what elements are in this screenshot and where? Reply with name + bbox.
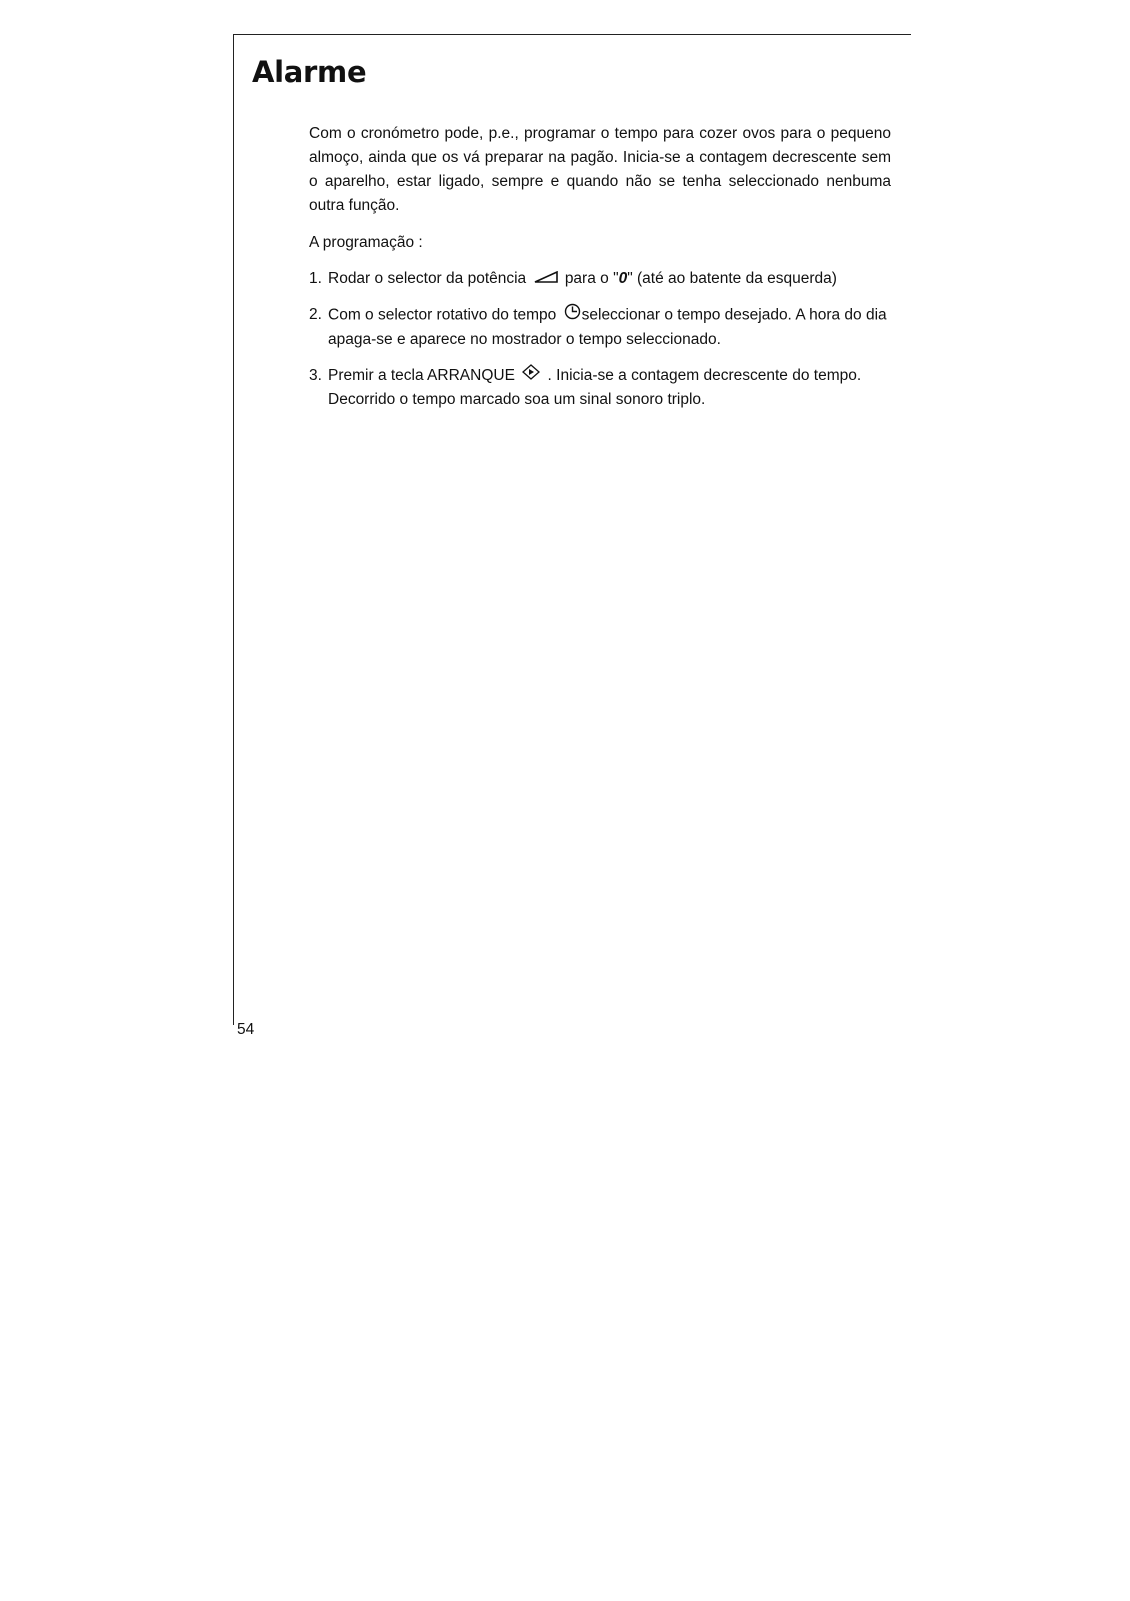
step-number: 2. bbox=[309, 306, 322, 324]
main-content bbox=[309, 122, 891, 424]
timer-dial-icon bbox=[564, 303, 581, 328]
step-text-after: seleccionar o tempo desejado. A hora do dia apaga-se e aparece no mostrador o tempo seleccionado. bbox=[328, 306, 887, 349]
step-text bbox=[328, 267, 891, 291]
intro-paragraph: Com o cronómetro pode, p.e., programar o tempo para cozer ovos para o pequeno almoço, ainda que os vá preparar na pagão. Inicia-se a contagem decrescente sem o aparelho, estar ligado, sempre e quando não se tenha seleccionado nenbuma outra função. bbox=[309, 125, 891, 214]
step-text-before: Com o selector rotativo do tempo bbox=[328, 306, 557, 324]
step-2 bbox=[309, 303, 891, 352]
step-text-before: Premir a tecla ARRANQUE bbox=[328, 367, 515, 385]
step-text-after: . Inicia-se a contagem decrescente do tempo. Decorrido o tempo marcado soa um sinal sonoro triplo. bbox=[328, 367, 862, 409]
step-number: 1. bbox=[309, 270, 322, 287]
page-title: Alarme bbox=[252, 55, 367, 89]
step-text-before: Rodar o selector da potência bbox=[328, 270, 527, 288]
step-3 bbox=[309, 364, 891, 412]
step-number: 3. bbox=[309, 367, 322, 385]
step-text bbox=[328, 364, 891, 412]
page-number: 54 bbox=[237, 1021, 255, 1038]
step-1 bbox=[309, 267, 891, 291]
step-text-middle: para o " bbox=[564, 270, 619, 288]
display-zero-value: 0 bbox=[618, 270, 628, 288]
programming-steps bbox=[309, 267, 891, 412]
step-text bbox=[328, 303, 891, 352]
programming-subheading: A programação : bbox=[309, 234, 423, 251]
step-text-after: " (até ao batente da esquerda) bbox=[627, 270, 837, 288]
top-border-rule bbox=[233, 34, 911, 35]
power-ramp-icon bbox=[534, 267, 558, 291]
left-border-rule bbox=[233, 34, 234, 1025]
start-key-icon bbox=[522, 364, 540, 388]
